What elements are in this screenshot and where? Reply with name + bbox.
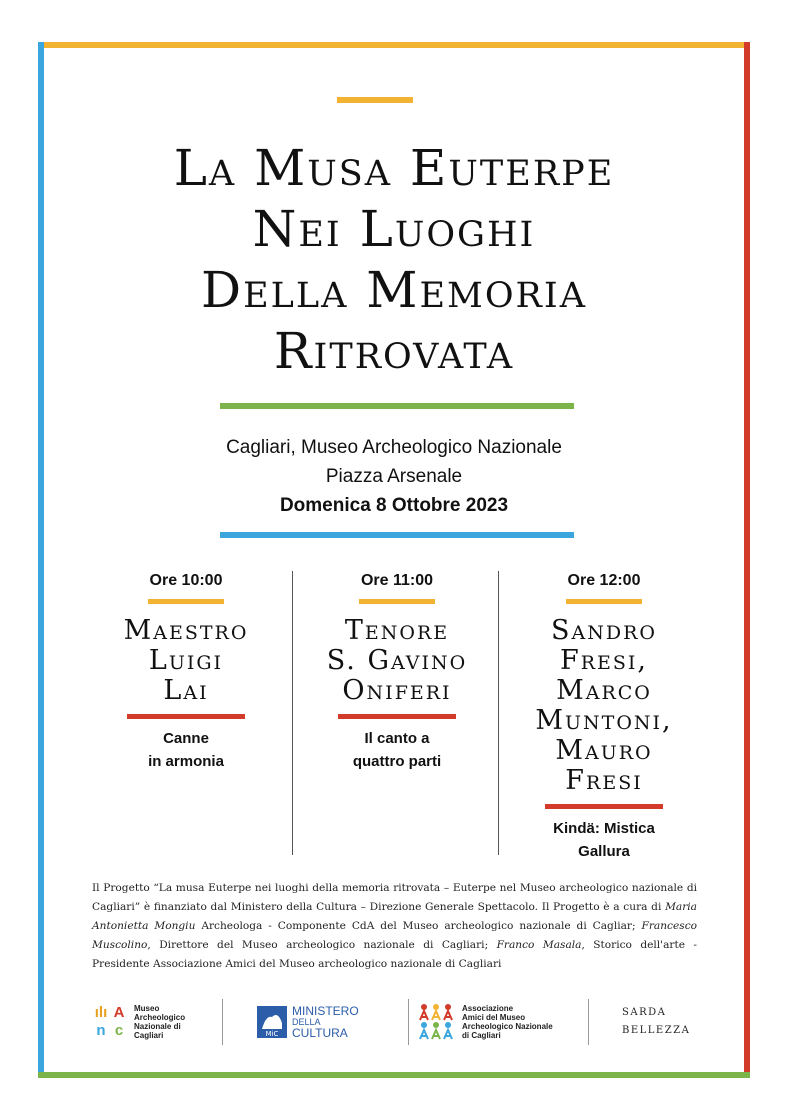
performer-name [297,616,497,706]
program-time: Ore 10:00 [149,572,223,589]
performer-name-line: S. Gavino [326,645,468,676]
ministero-mark-text: MiC [265,1030,279,1038]
performer-name-line: Oniferi [342,675,452,706]
logo-text-line: Archeologico Nazionale [462,1022,553,1031]
performer-name-line: Marco [556,675,652,706]
museo-logo [92,997,185,1047]
program-column-2 [297,570,497,773]
logo-text-line: Archeologico [134,1013,186,1022]
ministero-emblem-icon [256,1005,288,1039]
event-date: Domenica 8 Ottobre 2023 [279,495,509,516]
performer-name-line: Mauro [555,735,653,766]
partner-logos [60,997,728,1047]
logo-text-line: Nazionale di [134,1022,181,1031]
venue-bottom-bar [220,532,574,538]
museo-mark-letter: n [96,1022,106,1039]
credits-text: , Storico dell'arte - Presidente Associazione Amici del Museo archeologico nazionale di Cagliari [92,939,697,970]
performer-name [86,616,286,706]
piece-title [504,817,704,863]
logo-text-line: MINISTERO [292,1004,359,1018]
logo-text-line: CULTURA [292,1026,348,1040]
sarda-bellezza-text [622,1004,690,1040]
program-column-1 [86,570,286,773]
poster-title [60,138,728,382]
logo-text-line: SARDA [622,1007,667,1018]
time-underline [148,599,224,604]
title-top-bar [337,97,413,103]
museo-mark-letter: ılı [94,1004,108,1021]
name-underline [338,714,456,719]
piece-title-line: Canne [163,730,209,747]
program-time: Ore 12:00 [567,572,641,589]
logo-divider [222,999,223,1045]
associazione-logo-text [462,1004,553,1040]
title-line: Della Memoria [200,261,588,319]
credits-text: Il Progetto è a cura di [541,901,666,913]
logo-text-line: Cagliari [134,1031,164,1040]
performer-name-line: Fresi, [559,645,648,676]
museo-mark-letter: c [114,1022,124,1039]
museo-mark-icon [92,1004,128,1040]
logo-divider [408,999,409,1045]
sarda-bellezza-logo [622,997,690,1047]
ministero-logo-text [292,1005,359,1039]
performer-name-line: Lai [163,675,209,706]
logo-text-line: Amici del Museo [462,1013,526,1022]
frame-top-border [38,42,750,48]
project-credits [92,879,697,974]
time-underline [566,599,642,604]
piece-title-line: Kindä: Mistica [553,820,655,837]
performer-name-line: Sandro [551,615,657,646]
performer-name-line: Fresi [565,765,643,796]
logo-text-line: DELLA [292,1017,321,1027]
piece-title-line: Il canto a [364,730,430,747]
ministero-logo [256,997,359,1047]
associazione-logo [418,997,553,1047]
performer-name-line: Luigi [148,645,224,676]
credits-funding-text: Il Progetto “La musa Euterpe nei luoghi della memoria ritrovata – Euterpe nel Museo archeologico nazionale di Cagliari” è finanziato dal Ministero della Cultura – Direzione Generale Spettacolo. [92,882,697,913]
column-divider [498,571,499,855]
piece-title [86,727,286,773]
credits-text: Archeologa - Componente CdA del Museo archeologico nazionale di Cagliar; [195,920,642,932]
logo-text-line: Associazione [462,1004,514,1013]
venue-line: Piazza Arsenale [325,466,463,487]
logo-text-line: Museo [134,1004,160,1013]
name-underline [127,714,245,719]
piece-title-line: quattro parti [352,753,442,770]
frame-left-border [38,42,44,1078]
performer-name-line: Muntoni, [535,705,673,736]
program-column-3 [504,570,704,863]
logo-divider [588,999,589,1045]
title-line: Nei Luoghi [252,200,536,258]
title-bottom-bar [220,403,574,409]
credits-text: , Direttore del Museo archeologico nazionale di Cagliari; [147,939,497,951]
venue-line: Cagliari, Museo Archeologico Nazionale [226,437,562,458]
credits-person: Franco Masala [496,939,582,951]
credits-person: Francesco Muscolino [92,920,698,951]
piece-title [297,727,497,773]
time-underline [359,599,435,604]
performer-name-line: Maestro [123,615,249,646]
piece-title-line: Gallura [578,843,630,860]
title-line: La Musa Euterpe [173,139,615,197]
performer-name [504,616,704,796]
frame-bottom-border [38,1072,750,1078]
people-mark-icon [418,1002,454,1042]
logo-text-line: di Cagliari [462,1031,501,1040]
museo-logo-text [134,1004,185,1040]
piece-title-line: in armonia [148,753,224,770]
logo-text-line: BELLEZZA [622,1025,691,1036]
column-divider [292,571,293,855]
frame-right-border [744,42,750,1078]
title-line: Ritrovata [273,322,515,380]
program-time: Ore 11:00 [360,572,434,589]
credits-person: Maria Antonietta Mongiu [92,901,697,932]
venue-block [60,433,728,520]
name-underline [545,804,663,809]
performer-name-line: Tenore [344,615,450,646]
museo-mark-letter: A [113,1004,125,1021]
